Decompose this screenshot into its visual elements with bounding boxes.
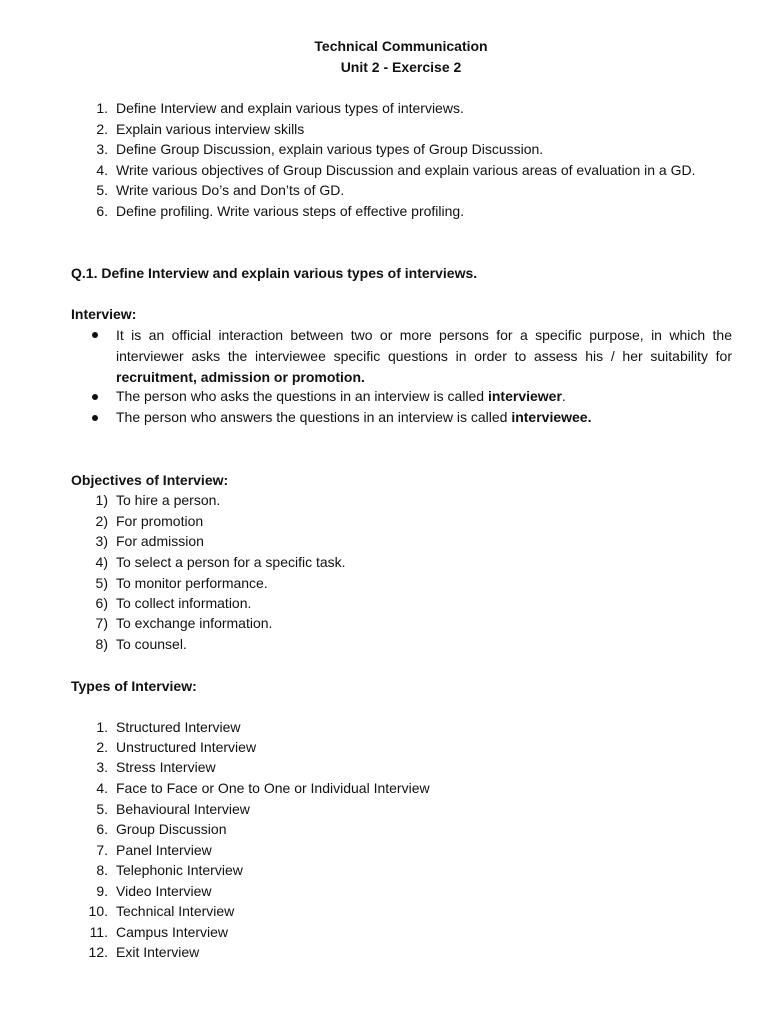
- list-item-number: 10.: [88, 903, 108, 919]
- bullet-paragraph: [116, 325, 732, 388]
- list-item: Exit Interview: [116, 944, 200, 960]
- list-item-number: 6.: [96, 821, 108, 837]
- list-item-number: 8): [95, 636, 108, 652]
- list-item: To hire a person.: [116, 492, 221, 508]
- list-item: For promotion: [116, 513, 204, 529]
- list-item-number: 4): [95, 554, 108, 570]
- list-item-number: 2): [95, 513, 108, 529]
- bullet-icon: [92, 332, 98, 338]
- bullet-icon: [92, 415, 98, 421]
- list-item: Stress Interview: [116, 759, 216, 775]
- list-item-number: 1.: [96, 100, 108, 116]
- document-title: Technical Communication: [314, 38, 488, 54]
- list-item: Explain various interview skills: [116, 121, 305, 137]
- bullet-text: The person who asks the questions in an interview is called: [116, 388, 488, 404]
- list-item-number: 3.: [96, 141, 108, 157]
- objectives-heading: Objectives of Interview:: [71, 472, 229, 488]
- list-item: Video Interview: [116, 883, 212, 899]
- list-item: Write various objectives of Group Discussion and explain various areas of evaluation in a GD.: [116, 162, 696, 178]
- interview-heading: Interview:: [71, 306, 137, 322]
- list-item-number: 5.: [96, 182, 108, 198]
- list-item: To exchange information.: [116, 615, 273, 631]
- bullet-paragraph: [116, 409, 591, 425]
- list-item: Structured Interview: [116, 719, 241, 735]
- list-item: Group Discussion: [116, 821, 227, 837]
- bullet-text: The person who answers the questions in an interview is called: [116, 409, 512, 425]
- list-item-number: 8.: [96, 862, 108, 878]
- bullet-icon: [92, 394, 98, 400]
- list-item: Unstructured Interview: [116, 739, 257, 755]
- bullet-bold-text: interviewer: [487, 388, 562, 404]
- list-item-number: 1): [95, 492, 108, 508]
- list-item-number: 2.: [96, 121, 108, 137]
- list-item-number: 6): [95, 595, 108, 611]
- bullet-bold-text: interviewee.: [511, 409, 592, 425]
- list-item: Panel Interview: [116, 842, 212, 858]
- list-item: Campus Interview: [116, 924, 229, 940]
- list-item: Define Interview and explain various types of interviews.: [116, 100, 464, 116]
- list-item: To monitor performance.: [116, 575, 268, 591]
- list-item-number: 4.: [96, 780, 108, 796]
- list-item: Define profiling. Write various steps of effective profiling.: [116, 203, 465, 219]
- list-item-number: 11.: [89, 924, 108, 940]
- bullet-bold-text: recruitment, admission or promotion.: [116, 369, 365, 385]
- list-item-number: 7): [95, 615, 108, 631]
- document-subtitle: Unit 2 - Exercise 2: [340, 59, 462, 75]
- list-item-number: 1.: [96, 719, 108, 735]
- list-item: To select a person for a specific task.: [116, 554, 346, 570]
- list-item: Write various Do’s and Don’ts of GD.: [116, 182, 345, 198]
- list-item-number: 4.: [96, 162, 108, 178]
- list-item: Telephonic Interview: [116, 862, 243, 878]
- list-item-number: 2.: [96, 739, 108, 755]
- list-item-number: 7.: [96, 842, 108, 858]
- list-item-number: 3): [95, 533, 108, 549]
- list-item-number: 3.: [96, 759, 108, 775]
- q1-heading: Q.1. Define Interview and explain various types of interviews.: [71, 265, 478, 281]
- list-item: Define Group Discussion, explain various types of Group Discussion.: [116, 141, 544, 157]
- list-item: Behavioural Interview: [116, 801, 250, 817]
- types-heading: Types of Interview:: [71, 678, 197, 694]
- bullet-text: .: [561, 388, 566, 404]
- list-item: To counsel.: [116, 636, 187, 652]
- list-item-number: 6.: [96, 203, 108, 219]
- list-item-number: 5): [95, 575, 108, 591]
- bullet-text: It is an official interaction between two or more persons for a specific purpose, in which the interviewer asks the interviewee specific questions in order to assess his / her suitability for: [116, 327, 732, 364]
- list-item: Face to Face or One to One or Individual Interview: [116, 780, 430, 796]
- list-item: To collect information.: [116, 595, 252, 611]
- list-item-number: 5.: [96, 801, 108, 817]
- list-item-number: 12.: [88, 944, 108, 960]
- bullet-paragraph: [116, 388, 566, 404]
- list-item: For admission: [116, 533, 204, 549]
- list-item: Technical Interview: [116, 903, 235, 919]
- list-item-number: 9.: [96, 883, 108, 899]
